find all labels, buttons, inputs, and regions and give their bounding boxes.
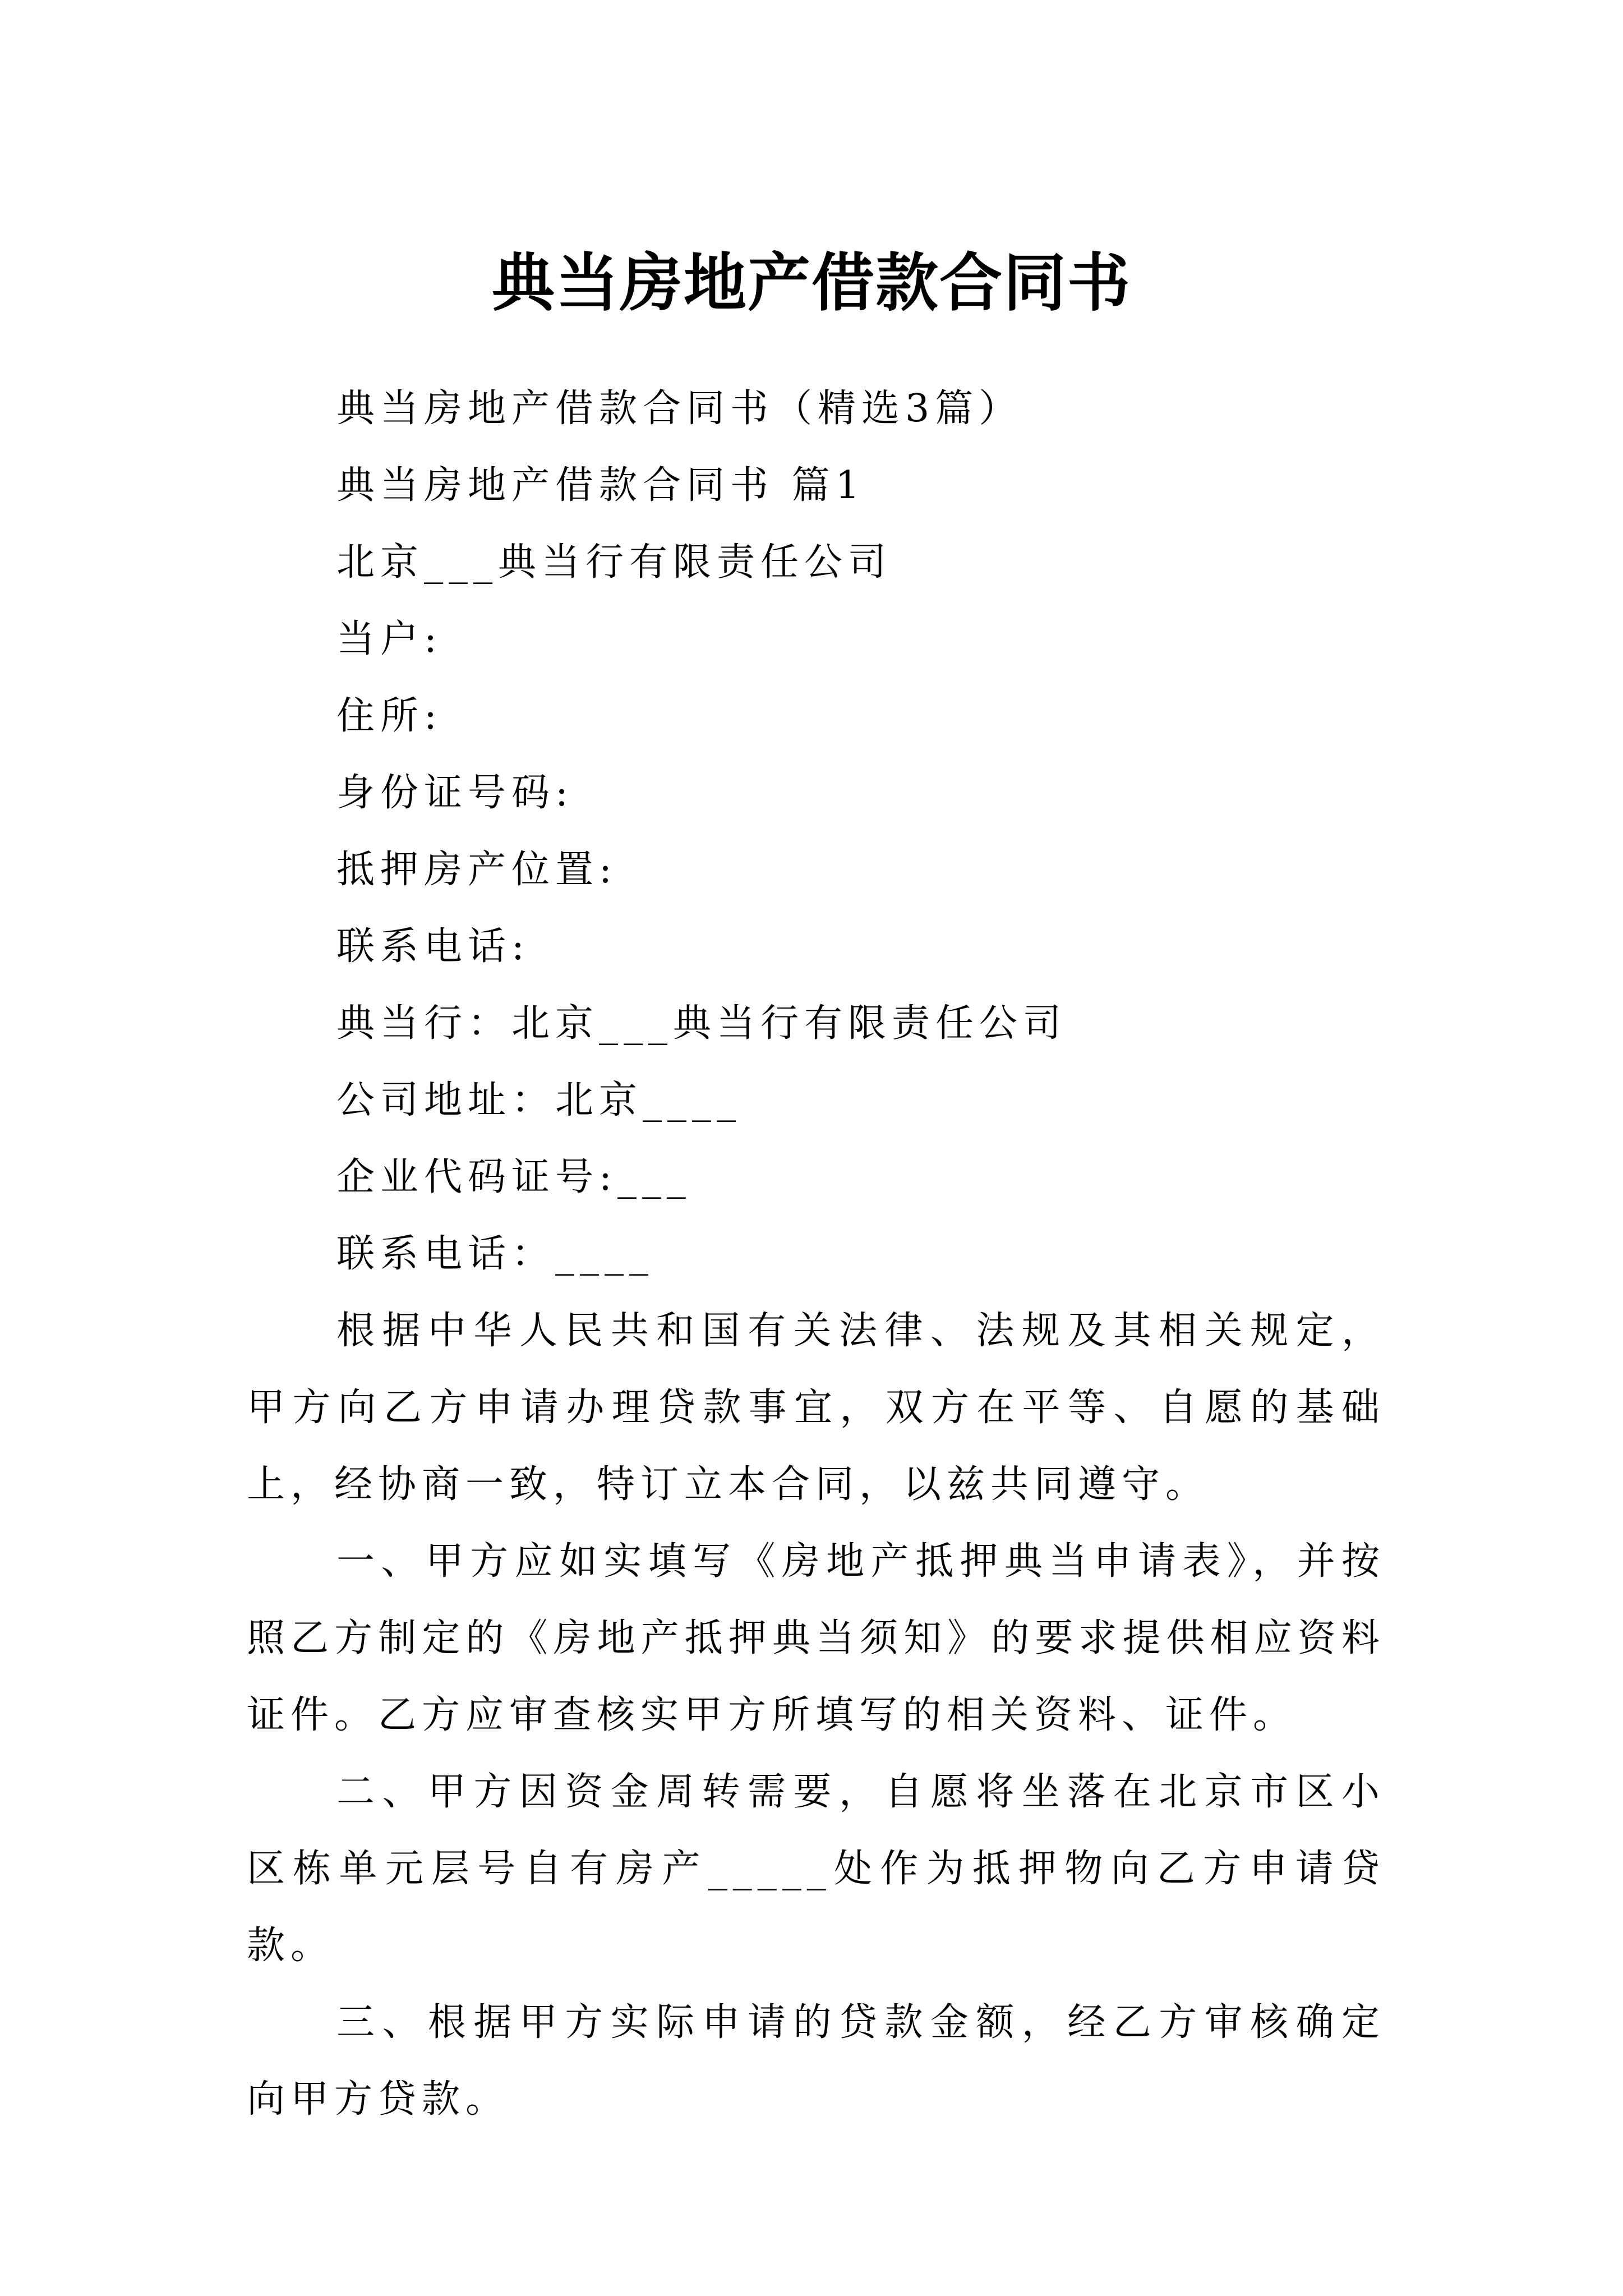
document-body [247,370,1385,2138]
residence-field: 住所: [336,694,442,738]
party-company-line: 北京___典当行有限责任公司 [336,540,892,585]
company-address-field: 公司地址：北京____ [336,1078,742,1122]
company-phone-field: 联系电话：____ [336,1232,654,1276]
clause-2-paragraph: 二、甲方因资金周转需要，自愿将坐落在北京市区小区栋单元层号自有房产_____处作为抵押物向乙方申请贷款。 [247,1770,1385,1968]
document-title: 典当房地产借款合同书 [492,246,1131,320]
contact-phone-field: 联系电话: [336,924,530,969]
pawnshop-field: 典当行：北京___典当行有限责任公司 [336,1001,1067,1046]
clause-3-paragraph: 三、根据甲方实际申请的贷款金额，经乙方审核确定向甲方贷款。 [247,2000,1385,2122]
pawner-field: 当户: [336,617,442,661]
id-number-field: 身份证号码: [336,771,574,815]
mortgage-property-location-field: 抵押房产位置: [336,848,617,892]
section-heading: 典当房地产借款合同书 篇1 [336,463,865,508]
subtitle-line: 典当房地产借款合同书（精选3篇） [336,386,1023,431]
enterprise-code-field: 企业代码证号:___ [336,1155,691,1199]
clause-1-paragraph: 一、甲方应如实填写《房地产抵押典当申请表》，并按照乙方制定的《房地产抵押典当须知》的要求提供相应资料证件。乙方应审查核实甲方所填写的相关资料、证件。 [247,1539,1385,1737]
intro-paragraph: 根据中华人民共和国有关法律、法规及其相关规定，甲方向乙方申请办理贷款事宜，双方在平等、自愿的基础上，经协商一致，特订立本合同，以兹共同遵守。 [247,1309,1385,1507]
